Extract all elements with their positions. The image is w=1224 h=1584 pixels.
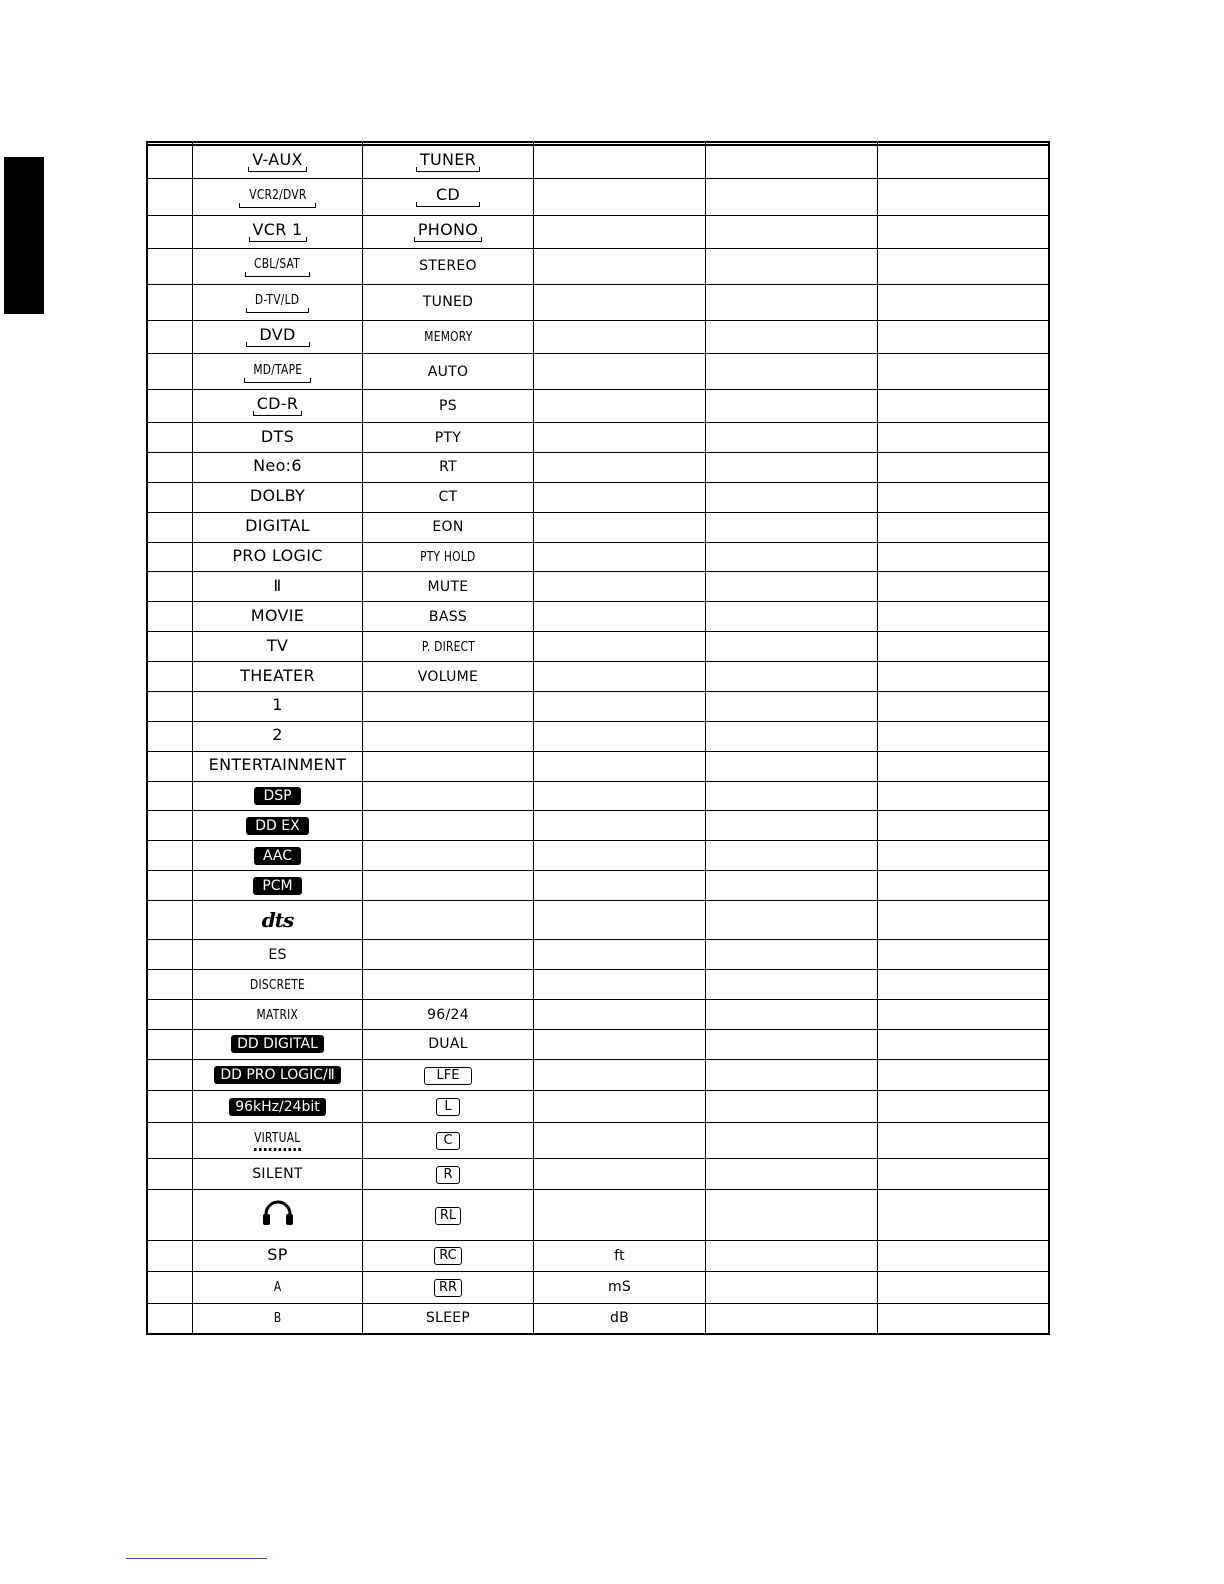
table-row: [147, 751, 1049, 781]
table-row: [147, 1190, 1049, 1240]
footer-rule: [126, 1558, 267, 1559]
indicator-discrete: DISCRETE: [250, 977, 305, 993]
table-row: [147, 146, 1049, 179]
indicator-digital: DIGITAL: [245, 516, 310, 536]
table-row: [147, 452, 1049, 482]
indicator-dolby: DOLBY: [249, 486, 306, 506]
indicator-mute: MUTE: [427, 578, 469, 595]
indicator-pcm: PCM: [253, 877, 301, 895]
indicator-channel-rl: RL: [435, 1207, 461, 1225]
indicator-ct: CT: [438, 489, 458, 506]
indicator-movie: MOVIE: [250, 605, 305, 625]
table-row: [147, 1059, 1049, 1090]
table-row: [147, 542, 1049, 572]
dts-logo: dts: [261, 908, 294, 933]
indicator-neo6: Neo:6: [253, 456, 302, 476]
indicator-stereo: STEREO: [419, 258, 477, 275]
indicator-phono: PHONO: [414, 222, 482, 242]
indicator-entertainment: ENTERTAINMENT: [208, 755, 347, 775]
indicator-v-aux: V-AUX: [248, 152, 307, 172]
indicator-p-direct: P. DIRECT: [421, 639, 475, 655]
indicator-aac: AAC: [254, 847, 301, 865]
indicator-matrix: MATRIX: [256, 1007, 299, 1023]
indicator-dts: DTS: [260, 426, 295, 446]
table-row: [147, 662, 1049, 692]
indicator-ps: PS: [439, 398, 457, 415]
indicator-pty: PTY: [434, 429, 462, 446]
indicator-silent: SILENT: [252, 1166, 303, 1183]
indicator-96khz-24bit: 96kHz/24bit: [229, 1098, 326, 1116]
unit-ms: mS: [607, 1279, 632, 1296]
table-row: [147, 482, 1049, 512]
table-row: [147, 1030, 1049, 1060]
indicator-sleep: SLEEP: [425, 1310, 471, 1327]
table-row: [147, 940, 1049, 970]
indicator-virtual: VIRTUAL: [254, 1132, 300, 1151]
table-row: [147, 390, 1049, 423]
indicator-cd-r: CD-R: [253, 396, 303, 416]
side-index-tab: [4, 157, 44, 314]
indicator-md-tape: MD/TAPE: [253, 362, 302, 378]
table-row: [147, 1000, 1049, 1030]
indicator-dsp: DSP: [254, 787, 300, 805]
table-row: [147, 1303, 1049, 1334]
table-row: [147, 811, 1049, 841]
indicator-tuned: TUNED: [422, 294, 474, 311]
indicator-rt: RT: [439, 459, 457, 476]
indicator-channel-rc: RC: [434, 1247, 461, 1265]
indicator-speaker-a: A: [273, 1280, 282, 1296]
indicator-dtv-ld: D-TV/LD: [255, 293, 300, 309]
indicator-lfe: LFE: [424, 1067, 472, 1085]
indicator-cbl-sat: CBL/SAT: [254, 257, 301, 273]
indicator-volume: VOLUME: [417, 668, 479, 685]
table-row: [147, 841, 1049, 871]
table-row: [147, 353, 1049, 389]
indicator-96-24: 96/24: [427, 1006, 469, 1023]
indicator-vcr2-dvr: VCR2/DVR: [248, 188, 307, 203]
indicator-channel-rr: RR: [434, 1279, 462, 1297]
table-row: [147, 320, 1049, 353]
table-row: [147, 215, 1049, 248]
indicator-dvd: DVD: [246, 327, 310, 347]
indicator-auto: AUTO: [427, 363, 469, 380]
table-row: [147, 781, 1049, 811]
indicator-es: ES: [268, 946, 287, 963]
indicator-pro-logic: PRO LOGIC: [232, 546, 323, 566]
indicator-pty-hold: PTY HOLD: [420, 550, 476, 566]
indicator-memory: MEMORY: [423, 329, 473, 345]
table-row: [147, 512, 1049, 542]
display-indicator-table: [146, 141, 1050, 1335]
indicator-dolby-ex: DD EX: [246, 817, 308, 835]
table-row: [147, 1091, 1049, 1122]
indicator-channel-c: C: [436, 1132, 460, 1150]
headphones-icon: [261, 1200, 295, 1231]
table-row: [147, 284, 1049, 320]
indicator-channel-r: R: [436, 1166, 460, 1184]
table-row: [147, 179, 1049, 215]
indicator-cd: CD: [416, 187, 480, 207]
indicator-vcr1: VCR 1: [249, 222, 307, 242]
table-row: [147, 970, 1049, 1000]
table-row: [147, 602, 1049, 632]
unit-ft: ft: [614, 1247, 625, 1264]
indicator-sp: SP: [267, 1244, 288, 1264]
indicator-eon: EON: [432, 519, 464, 536]
indicator-dual: DUAL: [428, 1036, 468, 1053]
indicator-dolby-digital: DD DIGITAL: [231, 1035, 324, 1053]
table-row: [147, 691, 1049, 721]
table-row: [147, 871, 1049, 901]
indicator-speaker-b: B: [273, 1311, 282, 1327]
table-row: [147, 423, 1049, 453]
unit-db: dB: [609, 1310, 630, 1327]
table-row: [147, 248, 1049, 284]
table-row: [147, 901, 1049, 940]
table-row: [147, 1240, 1049, 1271]
indicator-tuner: TUNER: [416, 152, 480, 172]
indicator-dolby-pro-logic-ii: DD PRO LOGIC/Ⅱ: [214, 1066, 340, 1084]
table-row: [147, 721, 1049, 751]
table-row: [147, 1158, 1049, 1189]
indicator-bass: BASS: [428, 608, 468, 625]
table-row: [147, 632, 1049, 662]
table-row: [147, 572, 1049, 602]
indicator-1: 1: [272, 695, 283, 715]
indicator-2: 2: [272, 725, 283, 745]
table-row: [147, 1272, 1049, 1303]
indicator-channel-l: L: [436, 1098, 460, 1116]
table-row: [147, 1122, 1049, 1158]
indicator-pro-logic-ii: Ⅱ: [273, 575, 282, 595]
indicator-tv: TV: [266, 635, 289, 655]
indicator-theater: THEATER: [240, 665, 315, 685]
